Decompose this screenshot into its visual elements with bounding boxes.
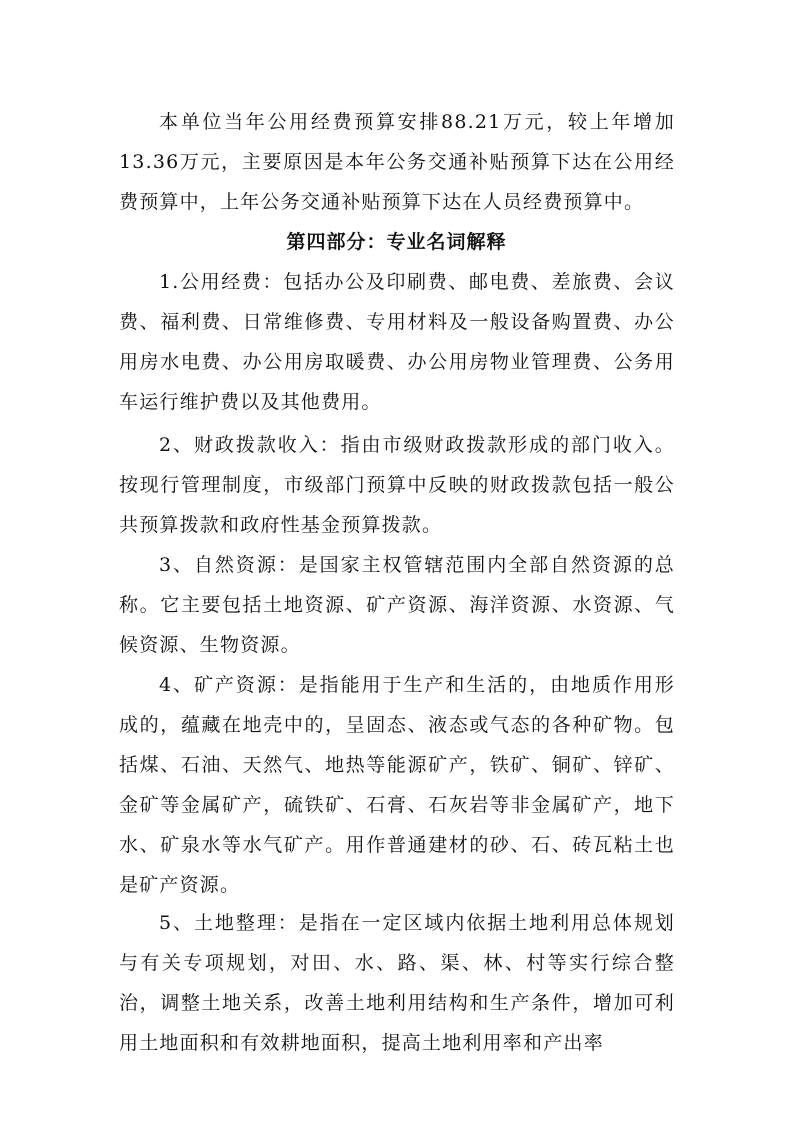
- term-paragraph-natural-resources: 3、自然资源：是国家主权管辖范围内全部自然资源的总称。它主要包括土地资源、矿产资源、海洋资源、水资源、气候资源、生物资源。: [119, 554, 675, 656]
- intro-paragraph: 本单位当年公用经费预算安排88.21万元，较上年增加13.36万元，主要原因是本年公务交通补贴预算下达在公用经费预算中，上年公务交通补贴预算下达在人员经费预算中。: [119, 111, 675, 213]
- section-heading: 第四部分：专业名词解释: [286, 231, 507, 253]
- term-paragraph-land-consolidation: 5、土地整理：是指在一定区域内依据土地利用总体规划与有关专项规划，对田、水、路、渠、林、村等实行综合整治，调整土地关系，改善土地利用结构和生产条件，增加可利用土地面积和有效耕地面积，提高土地利用率和产出率: [119, 912, 675, 1054]
- term-paragraph-public-funds: 1.公用经费：包括办公及印刷费、邮电费、差旅费、会议费、福利费、日常维修费、专用材料及一般设备购置费、办公用房水电费、办公用房取暖费、办公用房物业管理费、公务用车运行维护费以及其他费用。: [119, 271, 675, 413]
- term-paragraph-mineral-resources: 4、矿产资源：是指能用于生产和生活的，由地质作用形成的，蕴藏在地壳中的，呈固态、液态或气态的各种矿物。包括煤、石油、天然气、地热等能源矿产，铁矿、铜矿、锌矿、金矿等金属矿产，硫铁矿、石膏、石灰岩等非金属矿产，地下水、矿泉水等水气矿产。用作普通建材的砂、石、砖瓦粘土也是矿产资源。: [119, 674, 675, 896]
- term-paragraph-fiscal-appropriation: 2、财政拨款收入：指由市级财政拨款形成的部门收入。按现行管理制度，市级部门预算中反映的财政拨款包括一般公共预算拨款和政府性基金预算拨款。: [119, 434, 675, 536]
